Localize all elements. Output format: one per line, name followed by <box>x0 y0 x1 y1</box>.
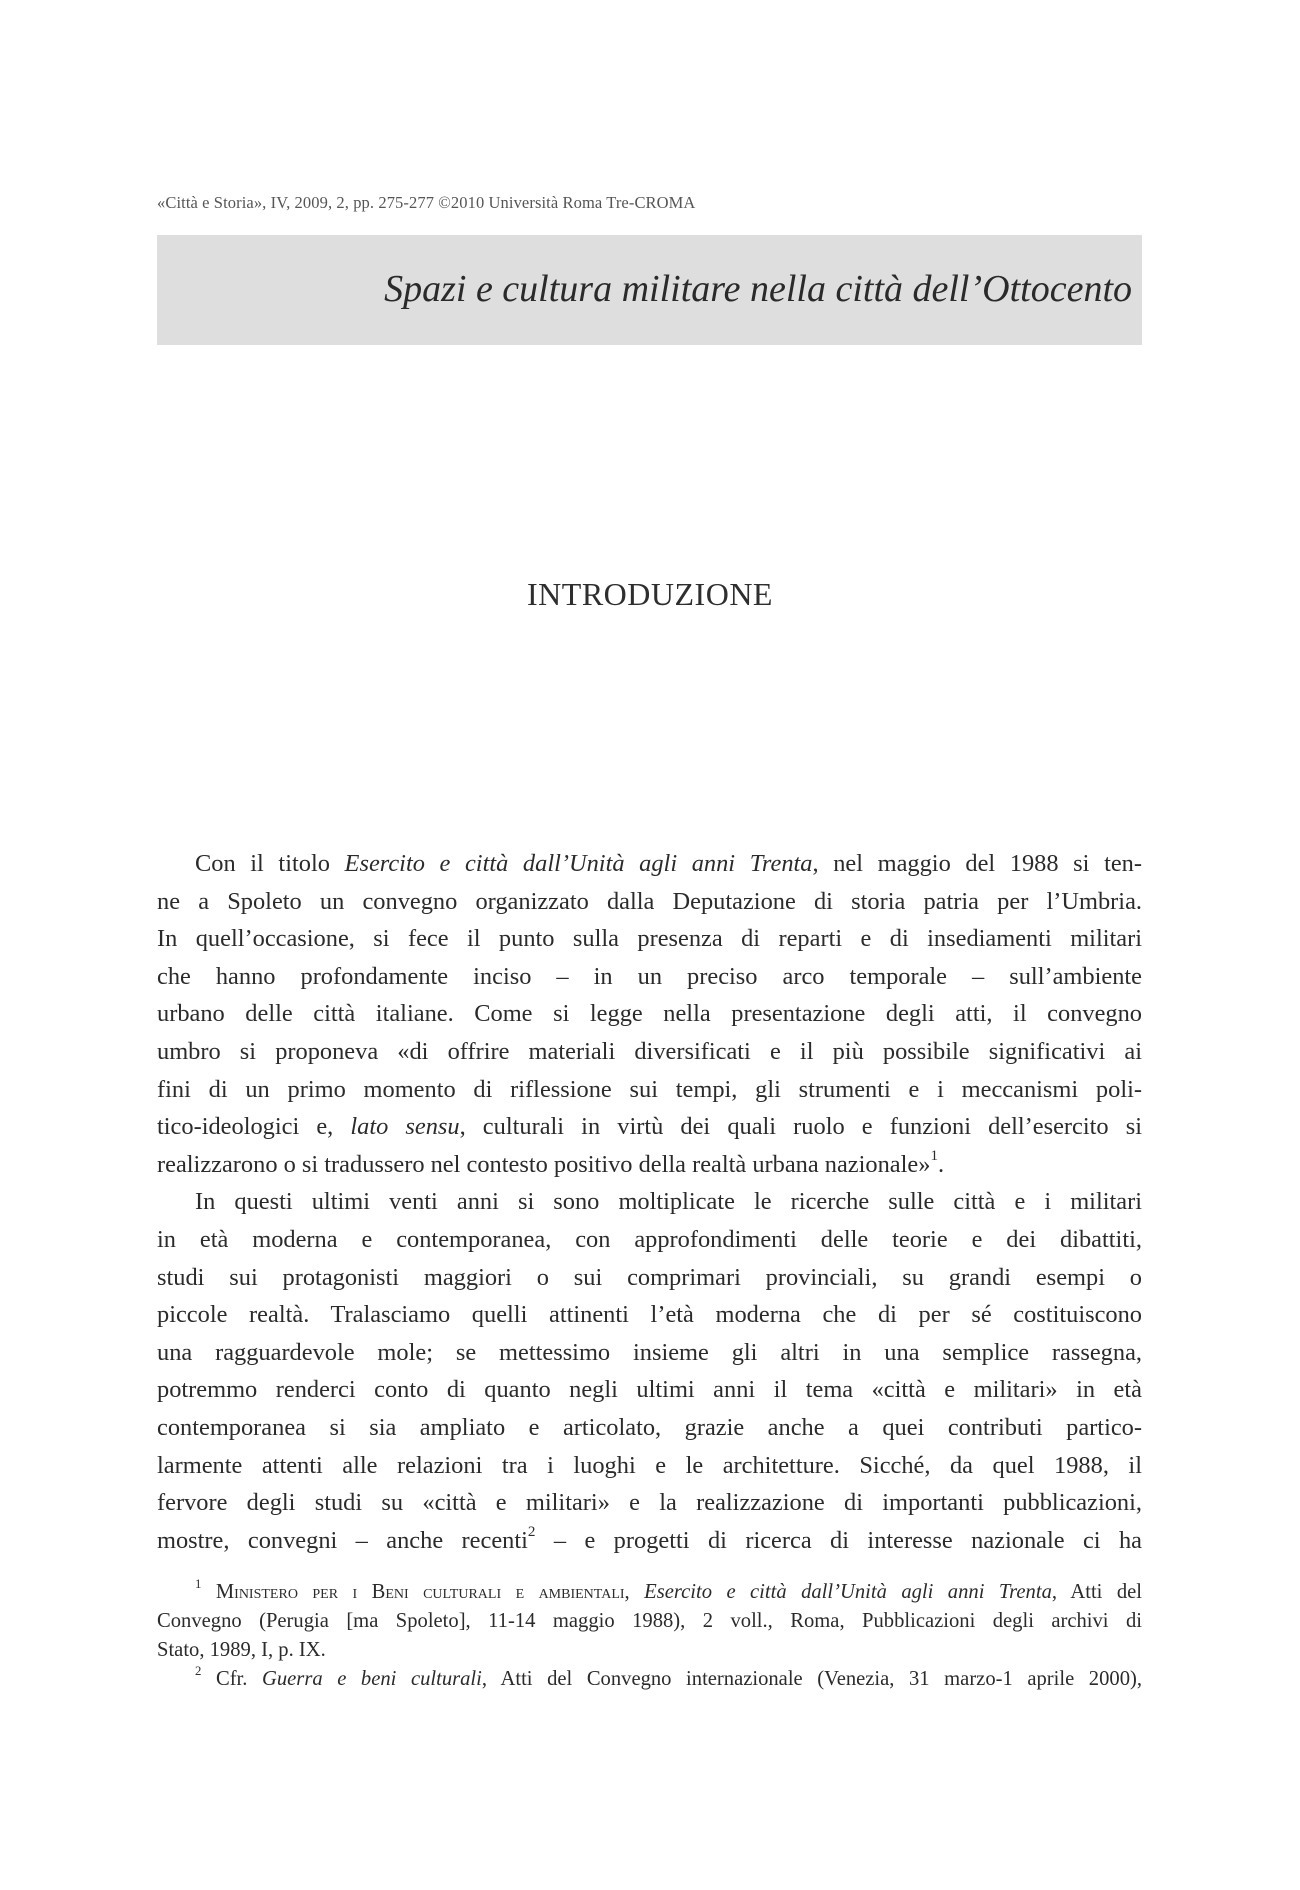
paragraph-line: realizzarono o si tradussero nel contesto positivo della realtà urbana nazionale»$^1$. <box>157 1148 945 1178</box>
paragraph-line: Con il titolo Esercito e città dall’Unità agli anni Trenta, nel maggio del 1988 si ten- <box>195 850 1142 877</box>
footnote-line: Convegno (Perugia [ma Spoleto], 11-14 maggio 1988), 2 voll., Roma, Pubblicazioni degli archivi di <box>157 1610 1142 1632</box>
paragraph-line: contemporanea si sia ampliato e articolato, grazie anche a quei contributi partico- <box>157 1413 1142 1441</box>
paragraph-line: studi sui protagonisti maggiori o sui comprimari provinciali, su grandi esempi o <box>157 1263 1142 1291</box>
paragraph-line: umbro si proponeva «di offrire materiali diversificati e il più possibile significativi ai <box>157 1037 1142 1065</box>
paragraph-line: che hanno profondamente inciso – in un preciso arco temporale – sull’ambiente <box>157 962 1142 990</box>
footnote-line: Stato, 1989, I, p. IX. <box>157 1639 326 1661</box>
paragraph-line: una ragguardevole mole; se mettessimo insieme gli altri in una semplice rassegna, <box>157 1338 1142 1366</box>
paragraph-line: potremmo renderci conto di quanto negli ultimi anni il tema «città e militari» in età <box>157 1376 1142 1404</box>
body-text <box>157 845 1142 1559</box>
paragraph-line: mostre, convegni – anche recenti$^2$ – e progetti di ricerca di interesse nazionale ci ha <box>157 1524 1143 1554</box>
paragraph-line: piccole realtà. Tralasciamo quelli attinenti l’età moderna che di per sé costituiscono <box>157 1301 1142 1329</box>
paragraph-line: in età moderna e contemporanea, con approfondimenti delle teorie e dei dibattiti, <box>157 1225 1142 1253</box>
paragraph-line: tico-ideologici e, lato sensu, culturali in virtù dei quali ruolo e funzioni dell’esercito si <box>157 1113 1142 1141</box>
footnote-ref-2[interactable]: 2 <box>527 1524 536 1541</box>
series-title-band <box>157 235 1142 345</box>
paragraph-line: In quell’occasione, si fece il punto sulla presenza di reparti e di insediamenti militari <box>157 925 1142 953</box>
footnote-1: $^1$ Ministero per i Beni culturali e ambientali, Esercito e città dall’Unità agli anni Trenta, Atti del <box>195 1577 1142 1603</box>
paragraph-line: fini di un primo momento di riflessione sui tempi, gli strumenti e i meccanismi poli- <box>157 1075 1142 1103</box>
paragraph-line: urbano delle città italiane. Come si legge nella presentazione degli atti, il convegno <box>157 1000 1142 1028</box>
paragraph-line: ne a Spoleto un convegno organizzato dalla Deputazione di storia patria per l’Umbria. <box>157 887 1142 915</box>
paragraph-line: fervore degli studi su «città e militari» e la realizzazione di importanti pubblicazioni, <box>157 1489 1142 1517</box>
section-heading: INTRODUZIONE <box>527 576 773 612</box>
footnote-2: $^2$ Cfr. Guerra e beni culturali, Atti del Convegno internazionale (Venezia, 31 marzo-1 aprile 2000), <box>195 1664 1142 1690</box>
footnotes <box>157 1578 1142 1694</box>
footnote-ref-1[interactable]: 1 <box>930 1148 938 1165</box>
series-title: Spazi e cultura militare nella città dell’Ottocento <box>384 268 1132 310</box>
paragraph-line: In questi ultimi venti anni si sono moltiplicate le ricerche sulle città e i militari <box>195 1188 1142 1216</box>
journal-citation: «Città e Storia», IV, 2009, 2, pp. 275-277 ©2010 Università Roma Tre-CROMA <box>157 193 696 212</box>
paragraph-line: larmente attenti alle relazioni tra i luoghi e le architetture. Sicché, da quel 1988, il <box>157 1451 1142 1479</box>
